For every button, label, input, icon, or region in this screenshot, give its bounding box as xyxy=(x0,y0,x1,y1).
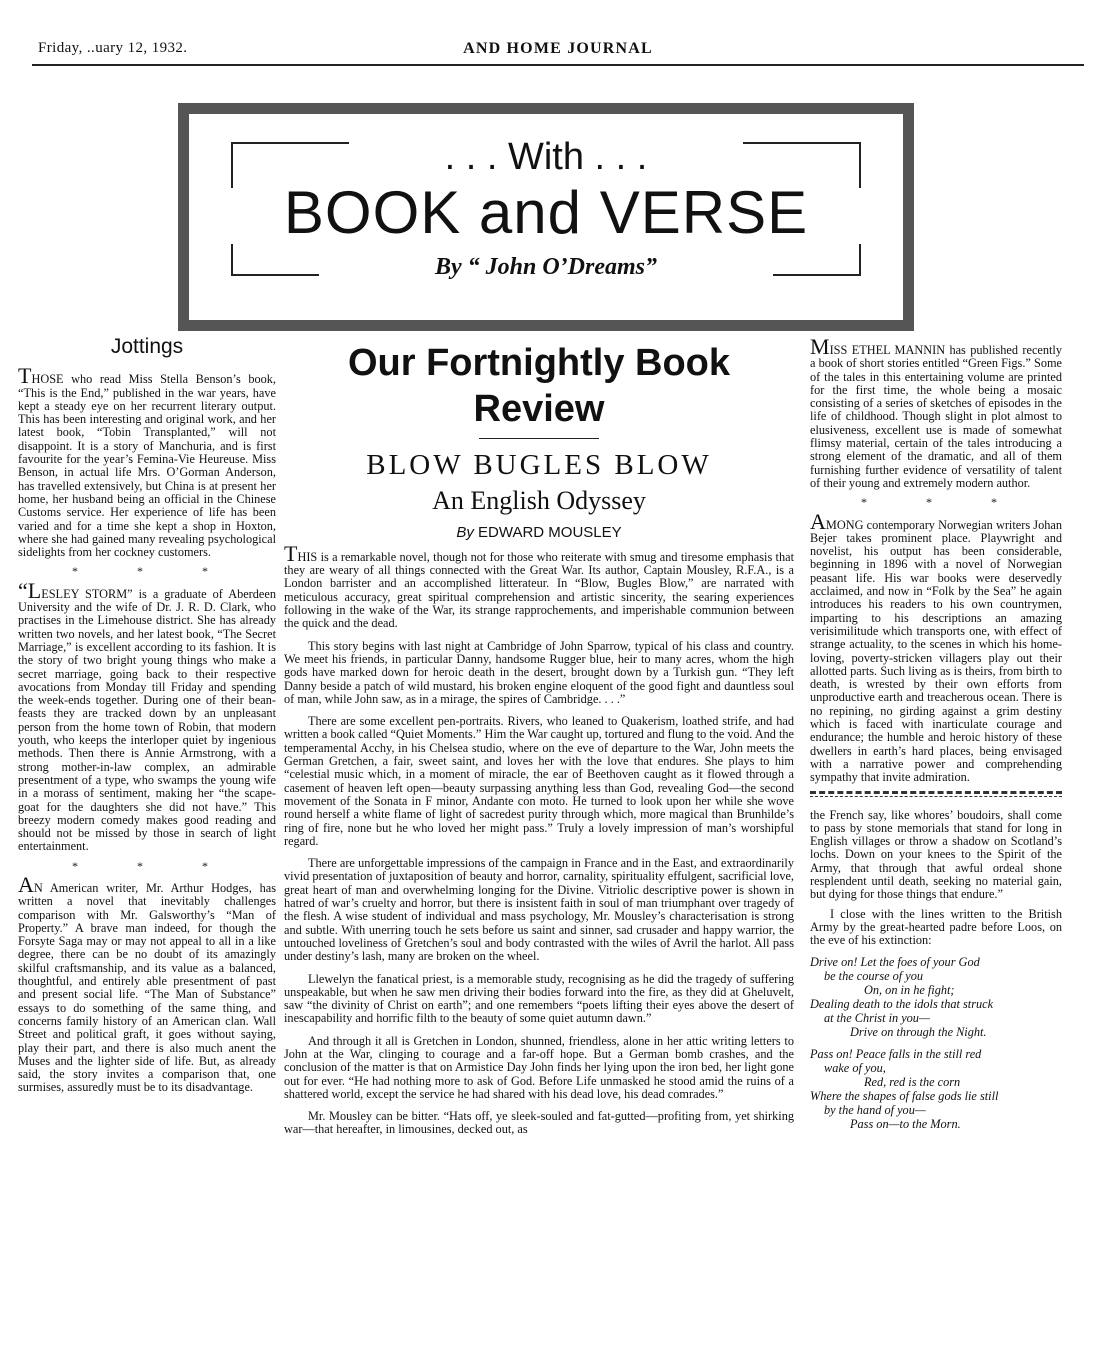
paragraph-text: ISS ETHEL MANNIN has published recently a book of short stories entitled “Green Figs.” Some of the tales in this entertaining volume are printed for the first time, the whole being a mosaic consisting of a series of sketches of episodes in the life of childhood. Though slight in plot almost to elusiveness, excellent use is made of somewhat flimsy material, certain of the tales introducing a strong element of the dramatic, and all of them furnishing further evidence of versatility of talent of their young and extremely modern author. xyxy=(810,343,1062,490)
poem-line: Pass on! Peace falls in the still red xyxy=(810,1047,982,1062)
publication-name: AND HOME JOURNAL xyxy=(463,40,653,57)
right-paragraph-3: the French say, like whores’ boudoirs, shall come to pass by stone memorials that stand for long in English villages or throw a shadow on Scotland’s lochs. Down on your knees to the Spirit of the Army, that through that awful ordeal shone resplendent until death, seeking no material gain, but dying for those things that endure.” xyxy=(810,807,1062,902)
banner-title: BOOK and VERSE xyxy=(283,179,809,246)
section-banner xyxy=(178,103,914,331)
banner-byline: By “ John O’Dreams” xyxy=(434,254,657,280)
poem-line: be the course of you xyxy=(824,969,924,984)
review-paragraph-5: Llewelyn the fanatical priest, is a memorable study, recognising as he did the tragedy of suffering unspeakable, but when he saw men driving their bodies forward into the fire, as they did at Gheluvelt, saw “the divinity of Christ on earth”; and one remembers “poets lifting their eyes above the desert of inescapability and horrific filth to the beauty of some quiet autumn dawn.” xyxy=(284,971,794,1026)
paragraph-text: HIS is a remarkable novel, though not for those who reiterate with smug and tiresome emphasis that they are weary of all things connected with the Great War. Its author, Captain Mousley, R.F.A., is a London barrister and an accomplished litterateur. In “Blow, Bugles Blow,” are narrated with meticulous accuracy, great spiritual comprehension and artistic sincerity, the searing experiences following in the wake of the War, its strange rapprochements, and imperishable communion between the quick and the dead. xyxy=(284,549,794,631)
review-paragraph-4: There are unforgettable impressions of the campaign in France and in the East, and extraordinarily vivid presentation of juxtaposition of beauty and horror, carnality, spirituality effulgent, sacrificial love, great heart of man and overwhelming longing for the Divine. Vitriolic descriptive power is shown in hatred of war’s cruelty and horror, but there is insistent faith in soul of man triumphant over tragedy of the flesh. A wise student of individual and mass psychology, Mr. Mousley’s characterisation is strong and subtle. With unerring touch he sets before us saint and sinner, sad crusader and happy warrior, the untouched loveliness of Gretchen’s soul and body contrasted with the wiles of Avril the harlot. All pass under destiny’s lash, many are broken on the wheel. xyxy=(284,856,794,964)
right-paragraph-4: I close with the lines written to the British Army by the great-hearted padre before Loos, on the eve of his extinction: xyxy=(810,906,1062,948)
poem-line: Drive on through the Night. xyxy=(850,1025,987,1040)
paragraph-text: MONG contemporary Norwegian writers Johan Bejer takes prominent place. Playwright and novelist, his output has been considerable, beginning in 1896 with a novel of Norwegian peasant life. His war books were deservedly acclaimed, and now in “Folk by the Sea” he again introduces his readers to his own countrymen, imparting to his descriptions an amazing verisimilitude which transports one, with effect of strange actuality, to the scenes in which his home-loving, poverty-stricken villagers play out their allotted parts. Such living as is theirs, from birth to death, is wrested by their own efforts from unproductive earth and treacherous ocean. There is no repining, no girding against a grim destiny which is faced with inarticulate courage and endurance; the humble and heroic history of these dwellers in earth’s hard places, being envisaged with a narrative power and comprehending sympathy that invite admiration. xyxy=(810,517,1062,785)
poem-line: Red, red is the corn xyxy=(864,1075,961,1090)
poem-line: by the hand of you— xyxy=(824,1103,926,1118)
poem-line: Where the shapes of false gods lie still xyxy=(810,1089,999,1104)
author-name: EDWARD MOUSLEY xyxy=(478,523,622,541)
banner-pre: . . . With . . . xyxy=(444,136,648,178)
right-paragraph-1 xyxy=(810,334,1062,490)
title-rule xyxy=(479,438,599,439)
poem-line: at the Christ in you— xyxy=(824,1011,930,1026)
review-paragraph-7: Mr. Mousley can be bitter. “Hats off, ye sleek-souled and fat-gutted—profiting from, yet shirking war—that hereafter, in limousines, decked out, as xyxy=(284,1109,794,1137)
poem-stanza-break xyxy=(810,1039,1062,1047)
paragraph-text: ESLEY STORM” is a graduate of Aberdeen University and the wife of Dr. J. R. D. Clark, who practises in the Limehouse district. She has already written two novels, and her latest book, “The Secret Marriage,” is excellent according to its fashion. It is the story of two bright young things who make a secret marriage, going back to their respective avocations from Monday till Friday and spending the week-ends together. During one of their bean-feasts they are tracked down by an unpleasant person from the home town of Robin, that modern youth, who keeps the interloper quiet by ingenious methods. Then there is Annie Armstrong, with a strong mother-in-law complex, an admirable presentment of a type, who swamps the young wife in a morass of sentiment, making her “the scape-goat for the daughters she did not have.” This breezy modern comedy makes good reading and should not be missed by those in search of light entertainment. xyxy=(18,586,276,854)
drop-cap: “L xyxy=(18,577,42,603)
drop-cap: A xyxy=(18,871,34,897)
jottings-column xyxy=(18,335,276,1101)
poem-line: wake of you, xyxy=(824,1061,886,1076)
separator-stars: * * * xyxy=(72,858,236,873)
poem-line: Dealing death to the idols that struck xyxy=(810,997,994,1012)
separator-stars: * * * xyxy=(861,495,1025,510)
jottings-paragraph-2 xyxy=(18,577,276,854)
drop-cap: T xyxy=(18,363,32,389)
book-title: BLOW BUGLES BLOW xyxy=(366,449,712,481)
separator-stars: * * * xyxy=(72,564,236,579)
issue-date: Friday, ..uary 12, 1932. xyxy=(38,40,188,56)
drop-cap: T xyxy=(284,540,298,566)
jottings-paragraph-3 xyxy=(18,871,276,1095)
review-title: Our Fortnightly Book Review xyxy=(347,342,731,430)
poem-line: Drive on! Let the foes of your God xyxy=(810,955,980,970)
right-column xyxy=(810,334,1062,1132)
paragraph-text: N American writer, Mr. Arthur Hodges, has written a novel that inevitably challenges comparison with Mr. Galsworthy’s “Man of Property.” A brave man indeed, for though the Forsyte Saga may or may not appeal to all in a like degree, there can be no doubt of its amazingly skilful craftsmanship, and its value as a balanced, thoughtful, and entirely able presentment of past and present social life. “The Man of Substance” essays to do something of the same thing, and concerns family history of an American clan. Wall Street and political graft, it goes without saying, play their part, and there is also much anent the Muses and the lighter side of life. But, as already said, the story invites a comparison that, one surmises, assuredly must be to its disadvantage. xyxy=(18,880,276,1095)
page-header xyxy=(32,38,1084,68)
jottings-heading: Jottings xyxy=(110,335,184,358)
review-paragraph-2: This story begins with last night at Cambridge of John Sparrow, typical of his class and country. We meet his friends, in particular Danny, handsome Rugger blue, heir to many acres, whom the high gods have marked down for heroic death in the desert, brought down by a Turkish gun. “They left Danny beside a patch of wild mustard, his broken engine eloquent of the good fight and dauntless soul of man, while John saw, as in a mirage, the spires of Cambridge. . . .” xyxy=(284,638,794,706)
byline-prefix: By xyxy=(456,523,474,541)
paragraph-text: HOSE who read Miss Stella Benson’s book, “This is the End,” published in the war years, have kept a steady eye on her recurrent literary output. This has been interesting and original work, and her latest book, “Tobin Transplanted,” will not disappoint. It is a story of Manchuria, and is first favourite for the year’s Femina-Vie Heureuse. Miss Benson, in actual life Mrs. O’Gorman Anderson, has travelled extensively, but China is at present her home, her husband being an official in the Chinese Customs service. Her experience of life has been varied and for a time she kept a shop in Hoxton, where she had gained many revealing psychological sidelights from her cockney customers. xyxy=(18,372,276,560)
drop-cap: A xyxy=(810,508,826,534)
review-column xyxy=(284,340,794,1146)
poem-line: Pass on—to the Morn. xyxy=(850,1117,961,1132)
review-paragraph-3: There are some excellent pen-portraits. Rivers, who leaned to Quakerism, loathed strife, and had written a book called “Quiet Moments.” Him the War caught up, tortured and flung to the void. And the temperamental Acchy, in his Chelsea studio, where on the eve of departure to the War, John meets the German Gretchen, a fair, sweet saint, and loves her with the love that endures. She plays to him “celestial music which, in a moment of miracle, the ear of Beethoven caught as it flowed through a casement of heaven left open—beauty surpassing anything less than God, revealing God—the second movement of the Sonata in F minor, Andante con moto. He turned to look upon her while she wove round herself a white flame of light of sacredest purity through which, more magical than Brunhilde’s ring of fire, none but he who loved her might pass.” Truly a lovely impression of man’s worshipful regard. xyxy=(284,714,795,848)
poem xyxy=(810,955,1062,1131)
drop-cap: M xyxy=(810,334,830,359)
banner-inner xyxy=(189,114,903,320)
poem-line: On, on in he fight; xyxy=(864,983,955,998)
book-subtitle: An English Odyssey xyxy=(432,486,646,516)
jottings-paragraph-1 xyxy=(18,363,276,560)
review-byline xyxy=(284,523,794,541)
review-paragraph-1 xyxy=(284,540,794,631)
review-paragraph-6: And through it all is Gretchen in London, shunned, friendless, alone in her attic writing letters to John at the War, clinging to courage and a far-off hope. But a German bomb crashes, and the conclusion of the matter is that on Armistice Day John finds her lying upon the iron bed, her light gone out for ever. “He had nothing more to ask of God. Before Life unmasked he stood amid the ruins of a shattered world, except the service he had shared with his dead love, his dead comrades.” xyxy=(284,1033,794,1101)
right-paragraph-2 xyxy=(810,508,1062,785)
decorative-rule xyxy=(810,791,1062,797)
header-rule xyxy=(32,64,1084,66)
